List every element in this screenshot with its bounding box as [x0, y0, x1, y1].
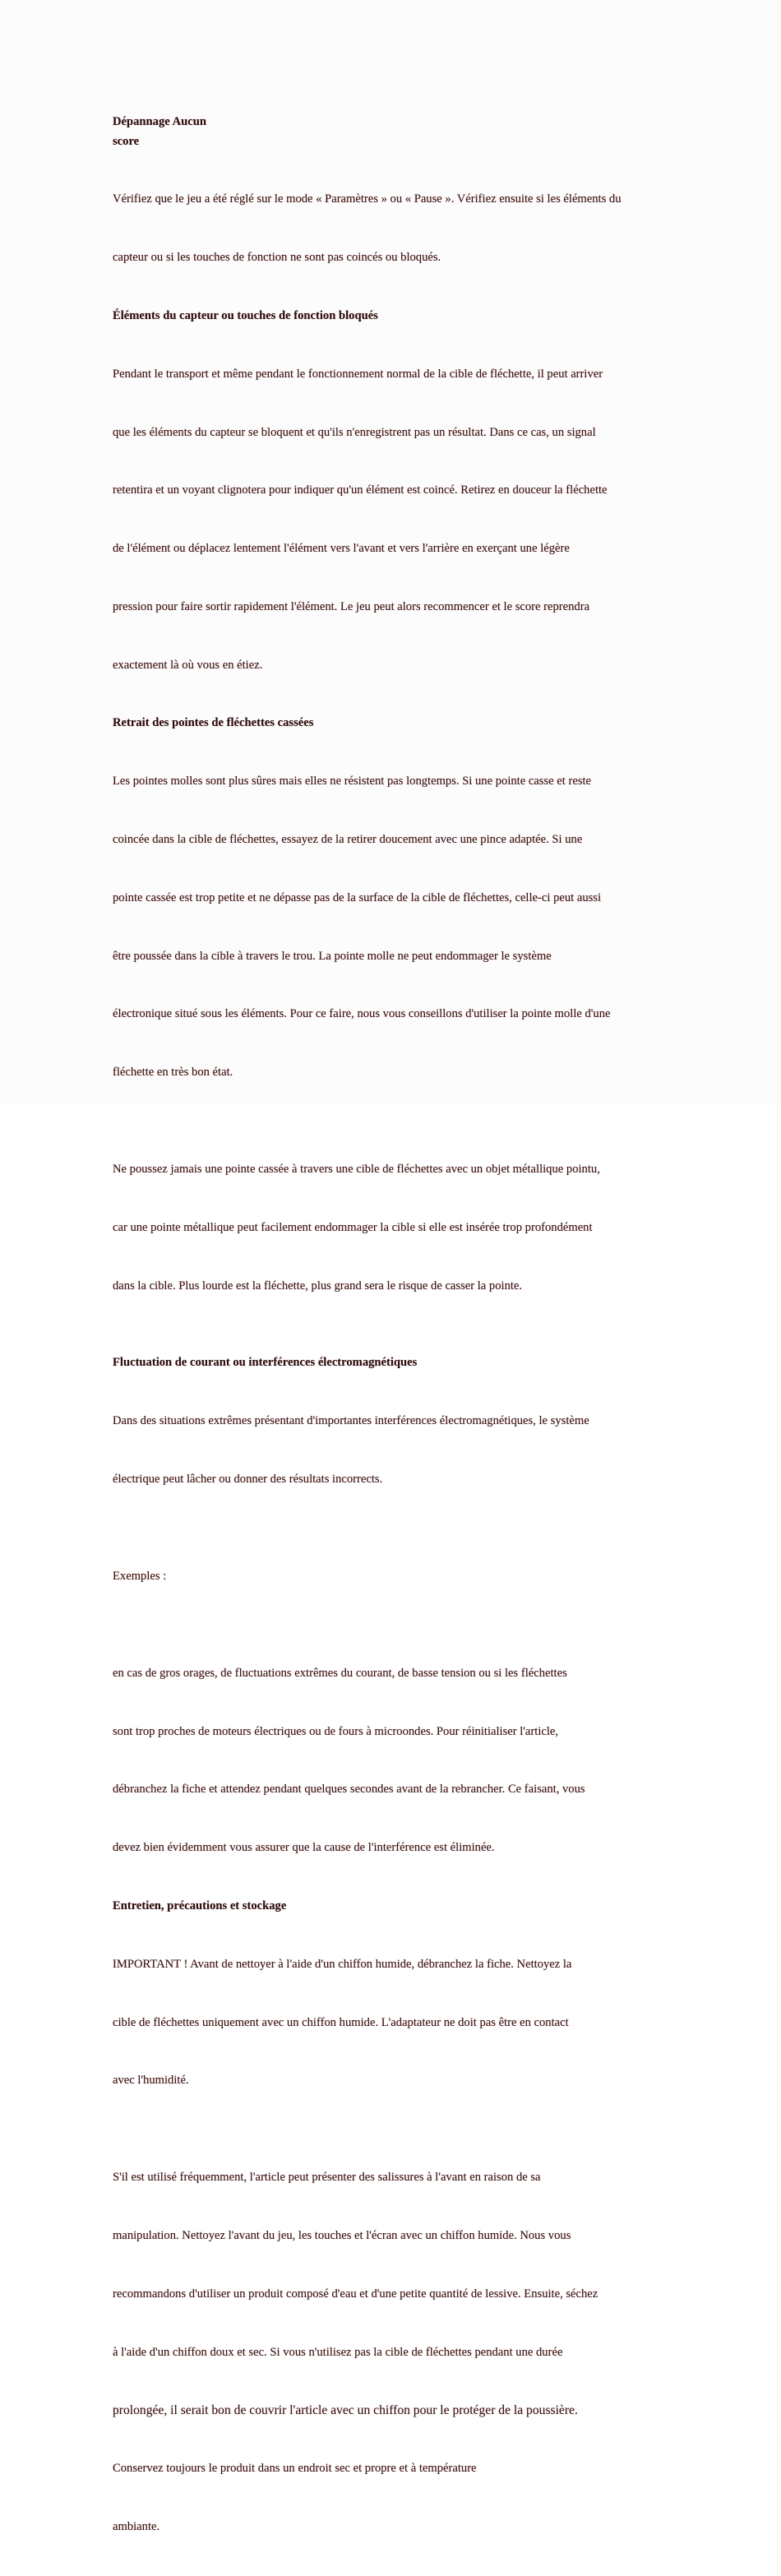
text-line: retentira et un voyant clignotera pour indiquer qu'un élément est coincé. Retirez en douceur la fléchette: [113, 483, 608, 497]
text-line: IMPORTANT ! Avant de nettoyer à l'aide d'un chiffon humide, débranchez la fiche. Nettoyez la: [113, 1957, 572, 1971]
text-line: devez bien évidemment vous assurer que la cause de l'interférence est éliminée.: [113, 1841, 495, 1855]
text-line: recommandons d'utiliser un produit composé d'eau et d'une petite quantité de lessive. Ensuite, séchez: [113, 2287, 598, 2301]
section-maintenance: [113, 1897, 713, 2576]
text-line: électronique situé sous les éléments. Pour ce faire, nous vous conseillons d'utiliser la pointe molle d'une: [113, 1007, 611, 1021]
text-line: car une pointe métallique peut facilement endommager la cible si elle est insérée trop profondément: [113, 1220, 593, 1234]
paragraph: [113, 1528, 713, 1626]
text-line: Les pointes molles sont plus sûres mais elles ne résistent pas longtemps. Si une pointe casse et reste: [113, 775, 592, 789]
text-line: capteur ou si les touches de fonction ne sont pas coincés ou bloqués.: [113, 251, 441, 265]
text-line: S'il est utilisé fréquemment, l'article peut présenter des salissures à l'avant en raison de sa: [113, 2171, 541, 2185]
text-line: avec l'humidité.: [113, 2074, 189, 2088]
section-heading: score: [113, 134, 140, 148]
paragraph: [113, 151, 713, 307]
section-heading: Retrait des pointes de fléchettes cassées: [113, 716, 314, 730]
section-broken-tips: [113, 714, 713, 1334]
paragraph: [113, 1626, 713, 1897]
text-line: Exemples :: [113, 1569, 167, 1583]
text-line: être poussée dans la cible à travers le trou. La pointe molle ne peut endommager le système: [113, 949, 552, 963]
text-line: débranchez la fiche et attendez pendant quelques secondes avant de la rebrancher. Ce faisant, vous: [113, 1783, 585, 1797]
text-line: de l'élément ou déplacez lentement l'élément vers l'avant et vers l'arrière en exerçant une légère: [113, 542, 570, 556]
text-line: pointe cassée est trop petite et ne dépasse pas de la surface de la cible de fléchettes, celle-ci peut aussi: [113, 890, 602, 904]
text-line: Vérifiez que le jeu a été réglé sur le mode « Paramètres » ou « Pause ». Vérifiez ensuite si les éléments du: [113, 192, 622, 206]
text-line: Conservez toujours le produit dans un endroit sec et propre et à température: [113, 2462, 477, 2476]
text-line: Dans des situations extrêmes présentant d'importantes interférences électromagnétiques, le système: [113, 1414, 589, 1428]
text-line: à l'aide d'un chiffon doux et sec. Si vous n'utilisez pas la cible de fléchettes pendant une durée: [113, 2345, 563, 2359]
text-line: prolongée, il serait bon de couvrir l'article avec un chiffon pour le protéger de la poussière.: [113, 2403, 578, 2418]
section-spacer: [113, 1334, 713, 1353]
text-line: électrique peut lâcher ou donner des résultats incorrects.: [113, 1472, 383, 1486]
paragraph: [113, 1373, 713, 1528]
paragraph: [113, 2130, 713, 2576]
text-line: ambiante.: [113, 2520, 160, 2534]
section-heading: Entretien, précautions et stockage: [113, 1899, 287, 1913]
paragraph: [113, 1122, 713, 1335]
text-line: manipulation. Nettoyez l'avant du jeu, les touches et l'écran avec un chiffon humide. Nous vous: [113, 2229, 571, 2243]
text-line: coincée dans la cible de fléchettes, essayez de la retirer doucement avec une pince adaptée. Si une: [113, 832, 583, 846]
section-power-fluctuation: [113, 1353, 713, 1897]
text-line: Pendant le transport et même pendant le fonctionnement normal de la cible de fléchette, il peut arriver: [113, 367, 603, 381]
text-line: cible de fléchettes uniquement avec un chiffon humide. L'adaptateur ne doit pas être en contact: [113, 2015, 569, 2029]
paragraph: [113, 326, 713, 715]
section-heading: Fluctuation de courant ou interférences électromagnétiques: [113, 1356, 418, 1370]
text-line: Ne poussez jamais une pointe cassée à travers une cible de fléchettes avec un objet métallique pointu,: [113, 1163, 600, 1177]
section-troubleshooting: [113, 113, 713, 307]
text-line: sont trop proches de moteurs électriques ou de fours à microondes. Pour réinitialiser l'article,: [113, 1724, 559, 1738]
document-body: [113, 113, 713, 2576]
text-line: en cas de gros orages, de fluctuations extrêmes du courant, de basse tension ou si les fléchettes: [113, 1666, 567, 1680]
paragraph: [113, 1917, 713, 2130]
text-line: dans la cible. Plus lourde est la fléchette, plus grand sera le risque de casser la pointe.: [113, 1279, 523, 1293]
text-line: exactement là où vous en étiez.: [113, 658, 263, 672]
section-heading: Dépannage Aucun: [113, 115, 206, 128]
paragraph: [113, 733, 713, 1122]
section-heading: Éléments du capteur ou touches de fonction bloqués: [113, 308, 378, 322]
text-line: pression pour faire sortir rapidement l'élément. Le jeu peut alors recommencer et le score reprendra: [113, 599, 590, 613]
text-line: fléchette en très bon état.: [113, 1066, 233, 1080]
section-blocked-sensors: [113, 307, 713, 714]
text-line: que les éléments du capteur se bloquent et qu'ils n'enregistrent pas un résultat. Dans ce cas, un signal: [113, 425, 596, 439]
